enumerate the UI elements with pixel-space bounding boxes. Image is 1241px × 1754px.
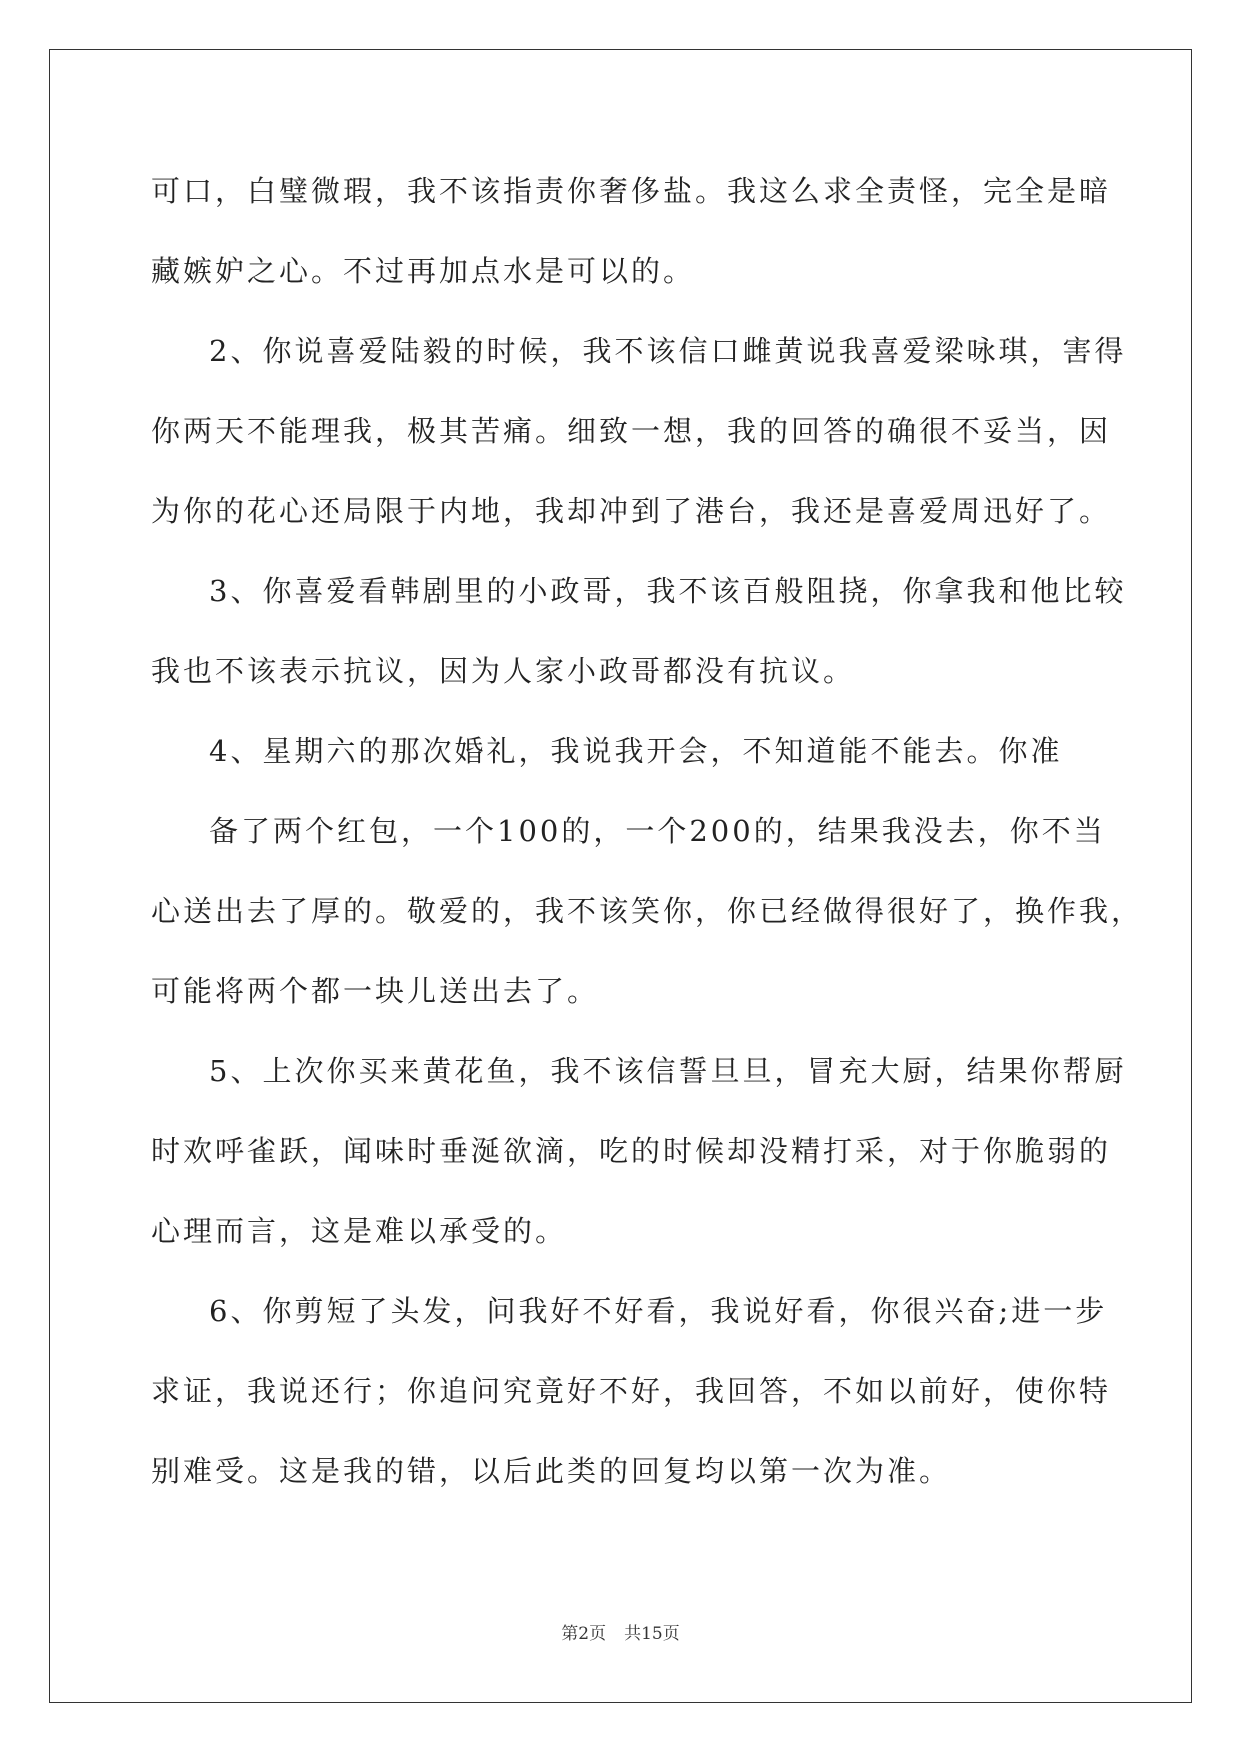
text-line: 你两天不能理我，极其苦痛。细致一想，我的回答的确很不妥当，因 — [151, 414, 1112, 448]
page-total: 共15页 — [624, 1624, 680, 1644]
page-footer — [0, 1622, 1241, 1646]
text-line: 可能将两个都一块儿送出去了。 — [151, 974, 600, 1008]
text-line: 别难受。这是我的错，以后此类的回复均以第一次为准。 — [151, 1454, 952, 1488]
text-line: 3、你喜爱看韩剧里的小政哥，我不该百般阻挠，你拿我和他比较 — [209, 574, 1127, 608]
text-line: 藏嫉妒之心。不过再加点水是可以的。 — [151, 254, 696, 288]
text-line: 求证，我说还行；你追问究竟好不好，我回答，不如以前好，使你特 — [151, 1374, 1112, 1408]
text-line: 5、上次你买来黄花鱼，我不该信誓旦旦，冒充大厨，结果你帮厨 — [209, 1054, 1127, 1088]
text-line: 4、星期六的那次婚礼，我说我开会，不知道能不能去。你准 — [209, 734, 1063, 768]
text-line: 备了两个红包，一个100的，一个200的，结果我没去，你不当 — [209, 814, 1106, 848]
page-number: 第2页 — [561, 1624, 607, 1644]
text-line: 心理而言，这是难以承受的。 — [151, 1214, 568, 1248]
text-line: 时欢呼雀跃，闻味时垂涎欲滴，吃的时候却没精打采，对于你脆弱的 — [151, 1134, 1112, 1168]
text-line: 6、你剪短了头发，问我好不好看，我说好看，你很兴奋;进一步 — [209, 1294, 1108, 1328]
text-line: 心送出去了厚的。敬爱的，我不该笑你，你已经做得很好了，换作我， — [151, 894, 1144, 928]
text-line: 可口，白璧微瑕，我不该指责你奢侈盐。我这么求全责怪，完全是暗 — [151, 174, 1112, 208]
text-line: 为你的花心还局限于内地，我却冲到了港台，我还是喜爱周迅好了。 — [151, 494, 1112, 528]
text-line: 2、你说喜爱陆毅的时候，我不该信口雌黄说我喜爱梁咏琪，害得 — [209, 334, 1127, 368]
text-line: 我也不该表示抗议，因为人家小政哥都没有抗议。 — [151, 654, 856, 688]
